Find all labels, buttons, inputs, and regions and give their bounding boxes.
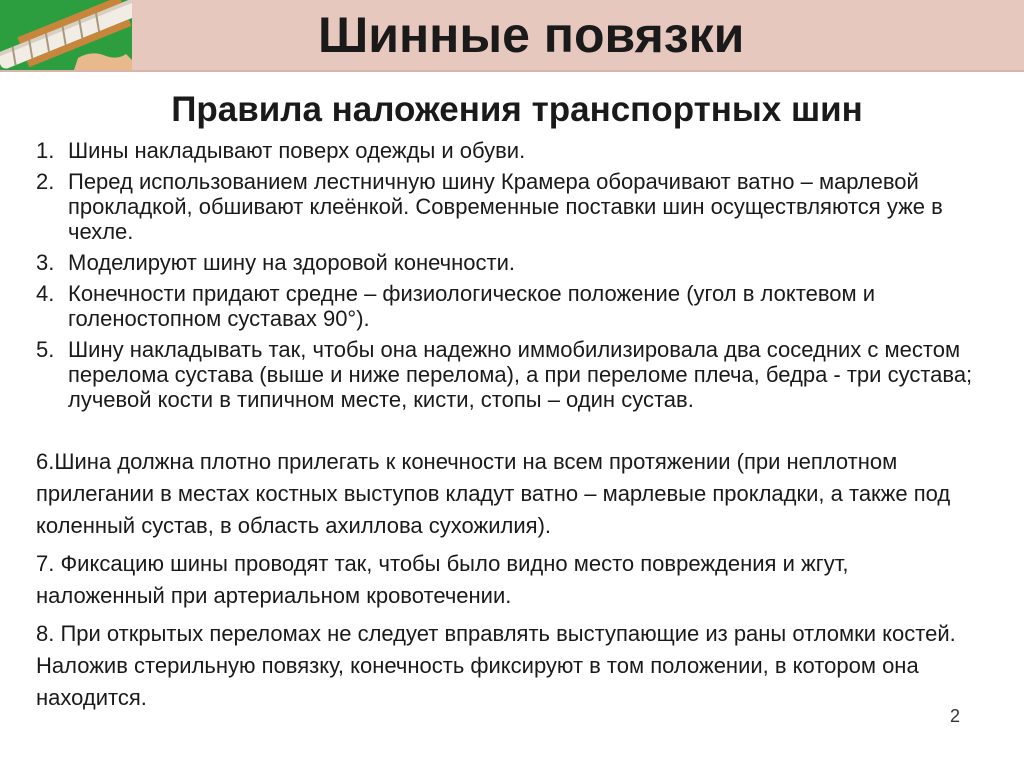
list-item — [36, 169, 976, 244]
list-item — [36, 281, 976, 331]
rules-paragraphs — [36, 446, 956, 720]
list-item-number: 5. — [36, 337, 55, 362]
list-item-text: Шину накладывать так, чтобы она надежно иммобилизировала два соседних с местом перелома сустава (выше и ниже перелома), а при переломе плеча, бедра - три сустава; лучевой кости в типичном месте, кисти, стопы – один сустав. — [68, 337, 973, 412]
list-item-number: 2. — [36, 169, 55, 194]
splint-icon — [0, 0, 132, 70]
list-item-number: 1. — [36, 138, 55, 163]
list-item — [36, 337, 976, 412]
paragraph: 7. Фиксацию шины проводят так, чтобы было видно место повреждения и жгут, наложенный при артериальном кровотечении. — [36, 551, 849, 608]
list-item-text: Конечности придают средне – физиологическое положение (угол в локтевом и голеностопном суставах 90°). — [68, 281, 876, 331]
list-item — [36, 138, 976, 163]
slide-header — [0, 0, 1024, 70]
list-item — [36, 250, 976, 275]
paragraph: 6.Шина должна плотно прилегать к конечности на всем протяжении (при неплотном прилегании в местах костных выступов кладут ватно – марлевые прокладки, а также под коленный сустав, в область ахиллова сухожилия). — [36, 449, 951, 538]
list-item-number: 3. — [36, 250, 55, 275]
paragraph: 8. При открытых переломах не следует вправлять выступающие из раны отломки костей. Наложив стерильную повязку, конечность фиксируют в том положении, в котором она находится. — [36, 621, 956, 710]
page-number: 2 — [950, 706, 961, 726]
slide-title: Шинные повязки — [318, 7, 745, 63]
list-item-number: 4. — [36, 281, 55, 306]
header-divider — [0, 70, 1024, 72]
rules-list — [36, 138, 976, 418]
section-subtitle: Правила наложения транспортных шин — [171, 90, 863, 129]
list-item-text: Моделируют шину на здоровой конечности. — [68, 250, 515, 275]
list-item-text: Перед использованием лестничную шину Крамера оборачивают ватно – марлевой прокладкой, обшивают клеёнкой. Современные поставки шин осуществляются уже в чехле. — [68, 169, 943, 244]
list-item-text: Шины накладывают поверх одежды и обуви. — [68, 138, 526, 163]
